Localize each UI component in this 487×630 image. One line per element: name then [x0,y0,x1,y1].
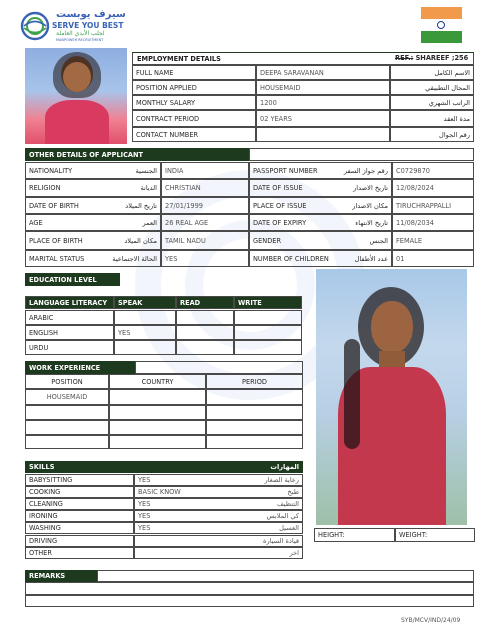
write-header [234,296,302,309]
skill-arabic: الغسيل [279,524,299,533]
other-label-left-text: MARITAL STATUS [29,254,85,263]
applicant-photo-small [25,48,127,144]
other-value-right [392,231,474,250]
employment-arabic [390,65,474,80]
skill-label-text: IRONING [29,512,58,521]
other-value-right [392,197,474,214]
work-period-cell [206,435,303,449]
language-read-cell [176,325,234,340]
employment-value [256,65,390,80]
other-value-left-text: CHRISTIAN [165,184,201,192]
other-value-left [161,231,249,250]
work-period-cell [206,420,303,435]
language-name-cell-text: ENGLISH [29,328,58,337]
other-value-left [161,197,249,214]
other-value-right [392,179,474,197]
logo-english: SERVE YOU BEST [52,21,124,30]
skill-label [25,547,134,559]
employment-arabic-text: مدة العقد [443,114,470,123]
work-experience-bar-blank [135,361,303,374]
speak-header [114,296,176,309]
company-logo [20,9,140,45]
language-name-cell [25,310,114,325]
other-arabic-left: مكان الميلاد [124,236,157,245]
skill-label [25,486,134,498]
employment-label-text: POSITION APPLIED [136,83,197,92]
skill-value-text: YES [138,524,151,533]
other-value-left-text: YES [165,254,178,263]
work-position-cell [25,420,109,435]
position-header-text: POSITION [51,377,83,386]
other-value-right-text: 11/08/2034 [396,218,435,227]
other-value-right-text: FEMALE [396,236,422,245]
skill-value [134,474,303,486]
other-label-right [249,197,392,214]
other-value-right-text: TIRUCHRAPPALLI [396,201,452,210]
other-label-left [25,162,161,179]
remarks-line-2 [25,595,474,607]
other-arabic-left: الجنسية [135,166,157,175]
language-name-cell [25,340,114,355]
other-details-title: OTHER DETAILS OF APPLICANT [29,150,144,159]
employment-details-title: EMPLOYMENT DETAILS [137,54,221,63]
other-details-bar [25,148,249,161]
other-label-right-text: DATE OF ISSUE [253,184,303,192]
weight-label: WEIGHT: [399,531,428,539]
read-header-text: READ [180,298,201,307]
other-value-left-text: TAMIL NADU [165,236,206,245]
employment-value-text: 02 YEARS [260,114,292,123]
work-country-cell [109,435,206,449]
language-speak-cell-text: YES [118,328,131,337]
other-label-left [25,231,161,250]
employment-value [256,95,390,110]
skill-value [134,547,303,559]
other-label-left [25,179,161,197]
other-value-left [161,214,249,231]
remarks-title: REMARKS [29,572,66,580]
other-label-right-text: GENDER [253,236,282,245]
skills-title: SKILLS [29,463,55,471]
skill-label [25,474,134,486]
remarks-bar [25,570,97,582]
employment-arabic [390,110,474,127]
other-label-right-text: PLACE OF ISSUE [253,201,307,210]
skill-value-text: YES [138,512,151,521]
weight-field [395,528,475,542]
skill-label-text: DRIVING [29,536,58,545]
globe-logo-icon [20,11,50,41]
remarks-bar-blank [97,570,474,582]
period-header [206,374,303,389]
employment-arabic-text: الاسم الكامل [434,68,470,77]
language-speak-cell [114,340,176,355]
other-value-right-text: 01 [396,254,405,263]
skill-value [134,522,303,534]
employment-value-text: HOUSEMAID [260,83,301,92]
skill-label [25,535,134,547]
education-bar [25,273,120,286]
employment-label [132,65,256,80]
other-value-left [161,179,249,197]
other-label-left [25,197,161,214]
skill-value-text: BASIC KNOW [138,488,181,497]
other-value-left [161,250,249,267]
other-label-right [249,250,392,267]
skill-arabic: رعاية الصغار [264,476,299,485]
other-label-left [25,250,161,267]
other-label-right-text: NUMBER OF CHILDREN [253,254,329,263]
other-label-left-text: DATE OF BIRTH [29,201,79,210]
other-arabic-right: عدد الأطفال [354,254,388,263]
work-position-cell [25,435,109,449]
skills-title-arabic: المهارات [270,463,299,471]
employment-label-text: CONTRACT PERIOD [136,114,200,123]
language-write-cell [234,325,302,340]
logo-arabic: سيرف يوبست [56,9,126,20]
other-value-right [392,214,474,231]
skill-value [134,498,303,510]
other-label-right [249,162,392,179]
position-header [25,374,109,389]
other-label-right-text: DATE OF EXPIRY [253,218,307,227]
other-label-right [249,214,392,231]
employment-label [132,127,256,142]
language-name-cell [25,325,114,340]
other-arabic-left: الحالة الاجتماعية [112,254,157,263]
language-name-cell-text: ARABIC [29,313,54,322]
employment-label [132,95,256,110]
other-label-left-text: PLACE OF BIRTH [29,236,83,245]
skill-label-text: OTHER [29,548,52,557]
other-details-bar-blank [249,148,474,161]
skill-arabic: التنظيف [276,500,299,509]
skill-value [134,535,303,547]
period-header-text: PERIOD [242,377,267,386]
other-label-left-text: RELIGION [29,184,61,192]
remarks-line-1 [25,582,474,595]
skill-label-text: CLEANING [29,500,63,509]
employment-arabic-text: رقم الجوال [439,130,470,139]
employment-arabic [390,95,474,110]
skill-value-text: YES [138,476,151,485]
read-header [176,296,234,309]
language-write-cell [234,310,302,325]
language-write-cell [234,340,302,355]
skill-value-text: YES [138,500,151,509]
employment-arabic [390,127,474,142]
other-arabic-right: تاريخ الاصدار [353,184,388,192]
employment-label [132,80,256,95]
work-country-cell [109,420,206,435]
other-label-left-text: AGE [29,218,43,227]
logo-sub-arabic: لجلب الأيدي العاملة [56,30,105,37]
india-flag-icon [421,7,462,43]
skill-arabic: كي الملابس [266,512,299,521]
skill-arabic: طبخ [287,488,299,497]
employment-value-text: DEEPA SARAVANAN [260,68,324,77]
language-name-cell-text: URDU [29,343,49,352]
other-arabic-right: تاريخ الانتهاء [355,218,388,227]
speak-header-text: SPEAK [118,298,143,307]
other-arabic-left: تاريخ الميلاد [125,201,157,210]
skill-label [25,510,134,522]
other-arabic-right: مكان الاصدار [352,201,388,210]
logo-tagline: MANPOWER RECRUITMENT [56,38,104,42]
other-label-left [25,214,161,231]
employment-arabic [390,80,474,95]
employment-value [256,127,390,142]
employment-label-text: FULL NAME [136,68,174,77]
work-period-cell [206,405,303,420]
other-value-right [392,162,474,179]
ref-label: REF.: [395,54,414,62]
other-value-right [392,250,474,267]
applicant-photo-large [316,269,467,525]
other-value-right-text: 12/08/2024 [396,184,435,192]
work-position-cell [25,405,109,420]
skill-label [25,498,134,510]
skill-label-text: BABYSITTING [29,476,73,485]
employment-label-text: MONTHLY SALARY [136,98,196,107]
height-label: HEIGHT: [318,531,345,539]
other-value-left-text: INDIA [165,166,184,175]
work-experience-bar [25,361,135,374]
skill-label-text: WASHING [29,524,61,533]
skills-bar [25,461,303,473]
ref-value: SHAREEF ;256 [415,54,469,62]
language-speak-cell [114,310,176,325]
employment-label [132,110,256,127]
ref-number [395,54,468,62]
language-speak-cell [114,325,176,340]
work-country-cell [109,405,206,420]
employment-arabic-text: المجال التطبيقي [425,83,470,92]
height-field [314,528,395,542]
work-period-cell [206,389,303,405]
other-arabic-right: رقم جواز السفر [343,166,388,175]
skill-label [25,522,134,534]
employment-label-text: CONTACT NUMBER [136,130,199,139]
employment-value [256,80,390,95]
country-header-text: COUNTRY [141,377,174,386]
other-arabic-left: الديانة [140,184,157,192]
other-value-right-text: C0729870 [396,166,430,175]
other-value-left-text: 26 REAL AGE [165,218,209,227]
work-position-cell-text: HOUSEMAID [46,393,88,401]
skill-arabic: اخر [289,548,299,557]
skill-value [134,510,303,522]
skill-arabic: قيادة السيارة [263,536,299,545]
work-experience-title: WORK EXPERIENCE [29,363,101,372]
country-header [109,374,206,389]
other-value-left [161,162,249,179]
skill-value [134,486,303,498]
other-label-right [249,231,392,250]
other-arabic-right: الجنس [369,236,388,245]
skill-label-text: COOKING [29,488,61,497]
employment-value-text: 1200 [260,98,277,107]
other-arabic-left: العمر [142,218,157,227]
work-position-cell [25,389,109,405]
footer-code: SYB/MCV/IND/24/09 [401,617,461,624]
write-header-text: WRITE [238,298,262,307]
language-read-cell [176,340,234,355]
other-label-right-text: PASSPORT NUMBER [253,166,318,175]
work-country-cell [109,389,206,405]
language-read-cell [176,310,234,325]
education-title: EDUCATION LEVEL [29,275,97,284]
other-label-right [249,179,392,197]
other-value-left-text: 27/01/1999 [165,201,204,210]
employment-arabic-text: الراتب الشهري [428,98,470,107]
language-literacy-header [25,296,114,309]
employment-value [256,110,390,127]
language-literacy-header-text: LANGUAGE LITERACY [29,298,108,307]
other-label-left-text: NATIONALITY [29,166,73,175]
